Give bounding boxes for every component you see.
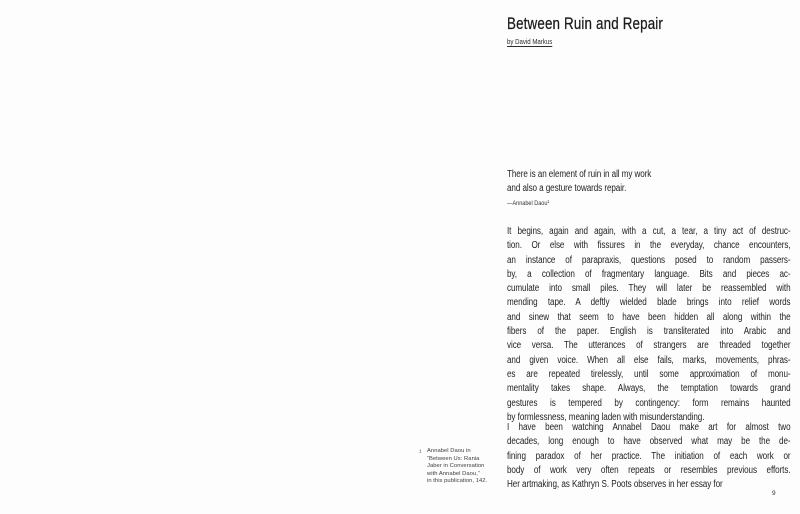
text-line: “Between Us: Rania bbox=[427, 455, 480, 462]
text-line: Her artmaking, as Kathryn S. Poots observes in her essay for bbox=[507, 479, 723, 491]
text-line: by formlessness, meaning laden with misunderstanding. bbox=[507, 411, 705, 423]
text-line: There is an element of ruin in all my work bbox=[507, 169, 652, 180]
text-line: an instance of parapraxis, questions posed to random passers- bbox=[507, 254, 791, 266]
text-line: and also a gesture towards repair. bbox=[507, 183, 627, 195]
text-line: It begins, again and again, with a cut, a tear, a tiny act of destruc- bbox=[507, 226, 791, 237]
page-number: 9 bbox=[772, 490, 776, 497]
footnote-text bbox=[427, 448, 505, 486]
text-line: Annabel Daou in bbox=[427, 448, 471, 454]
text-line: es are repeated tirelessly, until some approximation of monu- bbox=[507, 368, 791, 380]
page-title: Between Ruin and Repair bbox=[507, 15, 664, 33]
text-line: by, a collection of fragmentary language. Bits and pieces ac- bbox=[507, 268, 791, 280]
text-line: mending tape. A deftly wielded blade brings into relief words bbox=[507, 297, 791, 309]
text-line: body of work very often repeats or resembles previous efforts. bbox=[507, 464, 791, 476]
text-line: decades, long enough to have observed what may be the de- bbox=[507, 436, 791, 448]
text-line: fining paradox of her practice. The initiation of each work or bbox=[507, 450, 791, 462]
text-line: and given voice. When all else fails, marks, movements, phras- bbox=[507, 354, 791, 366]
text-line: cumulate into small piles. They will later be reassembled with bbox=[507, 283, 791, 295]
text-line: Jaber in Conversation bbox=[427, 463, 485, 470]
text-line: mentality takes shape. Always, the temptation towards grand bbox=[507, 383, 791, 395]
epigraph-attribution: —Annabel Daou¹ bbox=[507, 199, 550, 207]
footnote bbox=[419, 448, 505, 486]
epigraph-lines bbox=[507, 168, 791, 197]
paragraph-1 bbox=[507, 225, 791, 425]
text-line: I have been watching Annabel Daou make art for almost two bbox=[507, 422, 791, 433]
text-line: with Annabel Daou,” bbox=[427, 470, 480, 477]
epigraph bbox=[507, 168, 791, 208]
text-line: gestures is tempered by contingency: form remains haunted bbox=[507, 397, 791, 409]
paragraph-2 bbox=[507, 421, 791, 492]
text-line: and sinew that seem to have been hidden all along within the bbox=[507, 311, 791, 323]
text-line: fibers of the paper. English is transliterated into Arabic and bbox=[507, 326, 791, 338]
footnote-marker: 1 bbox=[419, 448, 422, 454]
byline: by David Markus bbox=[507, 37, 553, 46]
page-right-column bbox=[507, 0, 791, 514]
text-line: in this publication, 142. bbox=[427, 478, 488, 485]
text-line: vice versa. The utterances of strangers are threaded together bbox=[507, 340, 791, 352]
text-line: tion. Or else with fissures in the everyday, chance encounters, bbox=[507, 240, 791, 252]
